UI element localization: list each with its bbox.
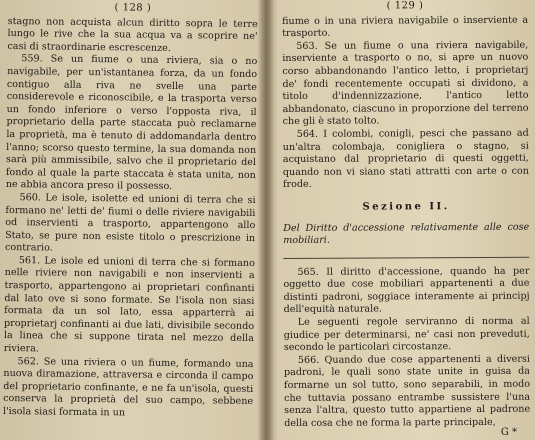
section-subheading: Del Diritto d'accessione relativamente alle cose mobiliari. [283, 221, 530, 247]
right-paragraph: fiume o in una riviera navigabile o inserviente a trasporto. [282, 14, 529, 40]
right-page-number: ( 129 ) [386, 0, 424, 12]
article-563: 563. Se un fiume o una riviera navigabile, inserviente a trasporto o no, si apre un nuovo corso abbandonando l'antico letto, i proprietarj de' fondi recentemente occupati si dividono, a titolo d'indennizzazione, l'antico letto abbandonato, ciascuno in proporzione del terreno che gli è stato tolto. [282, 39, 529, 128]
article-564: 564. I colombi, conigli, pesci che passano ad un'altra colombaja, conigliera o stagno, si acquistano dal proprietario di questi oggetti, quando non vi siano stati attratti con arte o con frode. [282, 127, 529, 191]
section-subheading-block [283, 221, 529, 258]
article-562: 562. Se una riviera o un fiume, formando una nuova diramazione, attraversa e circonda il campo del proprietario confinante, e ne fa un'isola, questi conserva la proprietà del suo campo, sebbene l'isola siasi formata in un [2, 355, 254, 419]
rules-paragraph: Le seguenti regole serviranno di norma al giudice per determinarsi, ne' casi non preveduti, secondo le particolari circostanze. [283, 315, 530, 354]
left-page [3, 0, 258, 422]
book-gutter [258, 0, 274, 440]
article-561: 561. Le isole ed unioni di terra che si formano nelle riviere non navigabili e non inservienti a trasporto, appartengono ai proprietari confinanti dal lato ove si sono formate. Se l'isola non siasi formata da un sol lato, essa apparterrà ai proprietarj confinanti ai due lati, divisibile secondo la linea che si suppone tirata nel mezzo della riviera. [3, 255, 255, 355]
article-565: 565. Il diritto d'accessione, quando ha per oggetto due cose mobiliari appartenenti a due distinti padroni, soggiace interamente ai principj dell'equità naturale. [283, 265, 530, 316]
article-559: 559. Se un fiume o una riviera, sia o no navigabile, per un'istantanea forza, da un fondo contiguo alla riva ne svelle una parte considerevole e riconoscibile, e la trasporta verso un fondo inferiore o verso l'opposta riva, il proprietario della parte staccata può reclamarne la proprietà, ma è tenuto di addomandarla dentro l'anno; scorso questo termine, la sua domanda non sarà più ammissibile, salvo che il proprietario del fondo al quale la parte staccata è stata unita, non ne abbia ancora preso il possesso. [5, 53, 258, 193]
article-560: 560. Le isole, isolette ed unioni di terra che si formano ne' letti de' fiumi o delle riviere navigabili od inservienti a trasporto, appartengono allo Stato, se pure non esiste titolo o prescrizione in contrario. [4, 192, 256, 254]
right-page [282, 0, 530, 430]
article-566: 566. Quando due cose appartenenti a diversi padroni, le quali sono state unite in guisa da formarne un sol tutto, sono separabili, in modo che tuttavia possano entrambe sussistere l'una senza l'altra, questo tutto appartiene al padrone della cosa che ne forma la parte principale, [283, 353, 531, 429]
left-page-number: ( 128 ) [114, 2, 152, 14]
section-heading: Sezione II. [362, 201, 450, 213]
signature-mark: G * [500, 427, 517, 438]
left-paragraph: stagno non acquista alcun diritto sopra le terre lungo le rive che la sua acqua va a scoprire ne' casi di straordinarie escrescenze. [7, 15, 258, 54]
